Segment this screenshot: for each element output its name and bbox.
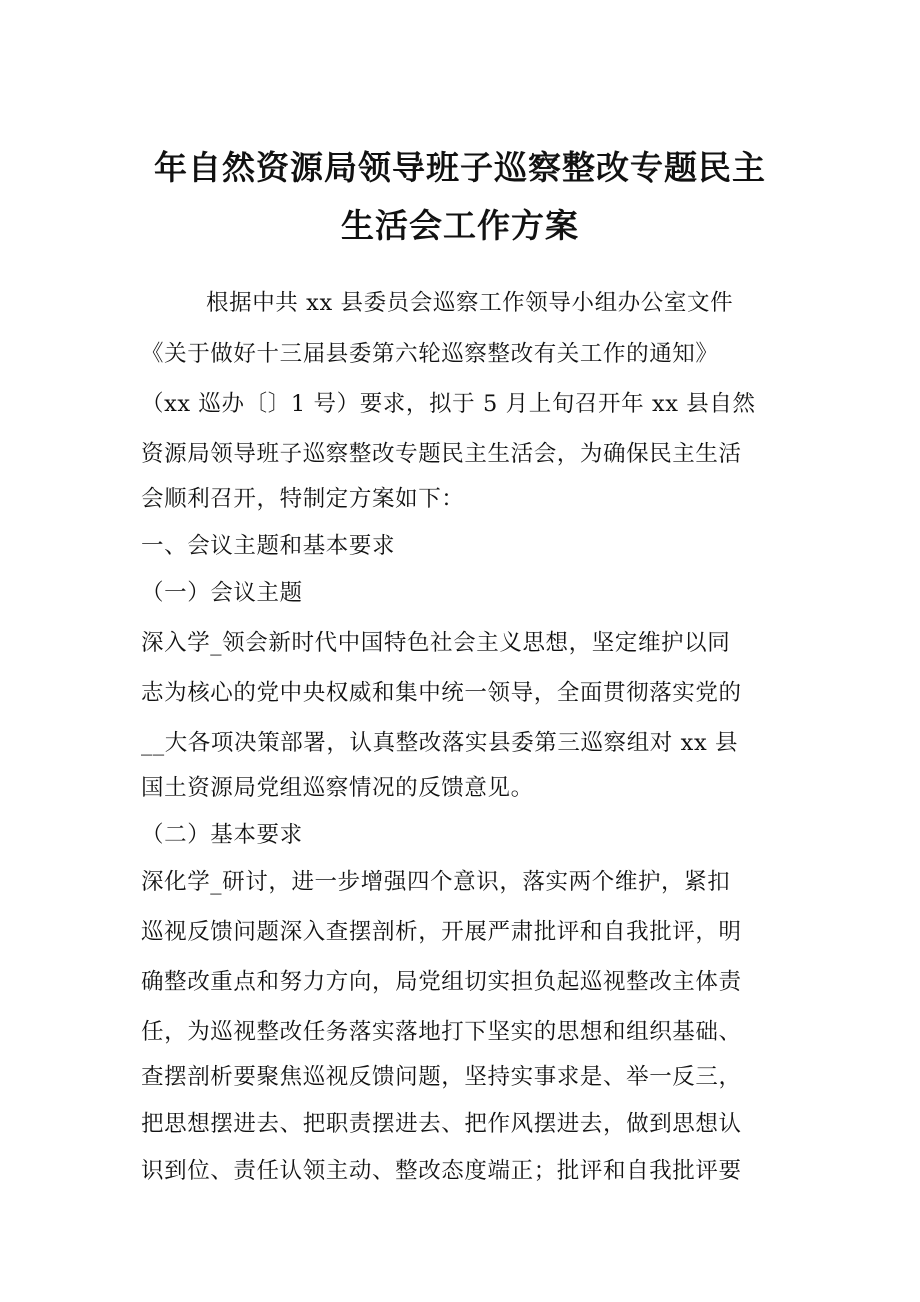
paragraph-requirements-line-1: 深化学_研讨，进一步增强四个意识，落实两个维护，紧扣 [141, 869, 731, 895]
paragraph-requirements-line-4: 任，为巡视整改任务落实落地打下坚实的思想和组织基础、 [141, 1019, 742, 1045]
paragraph-theme-line-2: 志为核心的党中央权威和集中统一领导，全面贯彻落实党的 [141, 680, 742, 706]
paragraph-intro-line-4: 资源局领导班子巡察整改专题民主生活会，为确保民主生活 [141, 441, 742, 467]
subsection-heading-2: （二）基本要求 [141, 822, 303, 848]
document-title-line-2: 生活会工作方案 [341, 206, 579, 245]
paragraph-requirements-line-5: 查摆剖析要聚焦巡视反馈问题，坚持实事求是、举一反三， [141, 1064, 742, 1090]
paragraph-intro-line-1: 根据中共 xx 县委员会巡察工作领导小组办公室文件 [206, 290, 734, 316]
subsection-heading-1: （一）会议主题 [141, 580, 303, 606]
paragraph-theme-line-1: 深入学_领会新时代中国特色社会主义思想，坚定维护以同 [141, 630, 731, 656]
paragraph-requirements-line-7: 识到位、责任认领主动、整改态度端正；批评和自我批评要 [141, 1158, 742, 1184]
paragraph-theme-line-3: __大各项决策部署，认真整改落实县委第三巡察组对 xx 县 [141, 730, 739, 756]
section-heading-1: 一、会议主题和基本要求 [141, 533, 396, 559]
paragraph-requirements-line-3: 确整改重点和努力方向，局党组切实担负起巡视整改主体责 [141, 969, 742, 995]
paragraph-theme-line-4: 国土资源局党组巡察情况的反馈意见。 [141, 775, 534, 801]
paragraph-requirements-line-2: 巡视反馈问题深入查摆剖析，开展严肃批评和自我批评，明 [141, 919, 742, 945]
paragraph-intro-line-5: 会顺利召开，特制定方案如下： [141, 486, 465, 512]
paragraph-requirements-line-6: 把思想摆进去、把职责摆进去、把作风摆进去，做到思想认 [141, 1111, 742, 1137]
paragraph-intro-line-3: （xx 巡办〔〕1 号）要求，拟于 5 月上旬召开年 xx 县自然 [141, 391, 756, 417]
paragraph-intro-line-2: 《关于做好十三届县委第六轮巡察整改有关工作的通知》 [141, 341, 719, 367]
document-title-line-1: 年自然资源局领导班子巡察整改专题民主 [154, 148, 766, 187]
